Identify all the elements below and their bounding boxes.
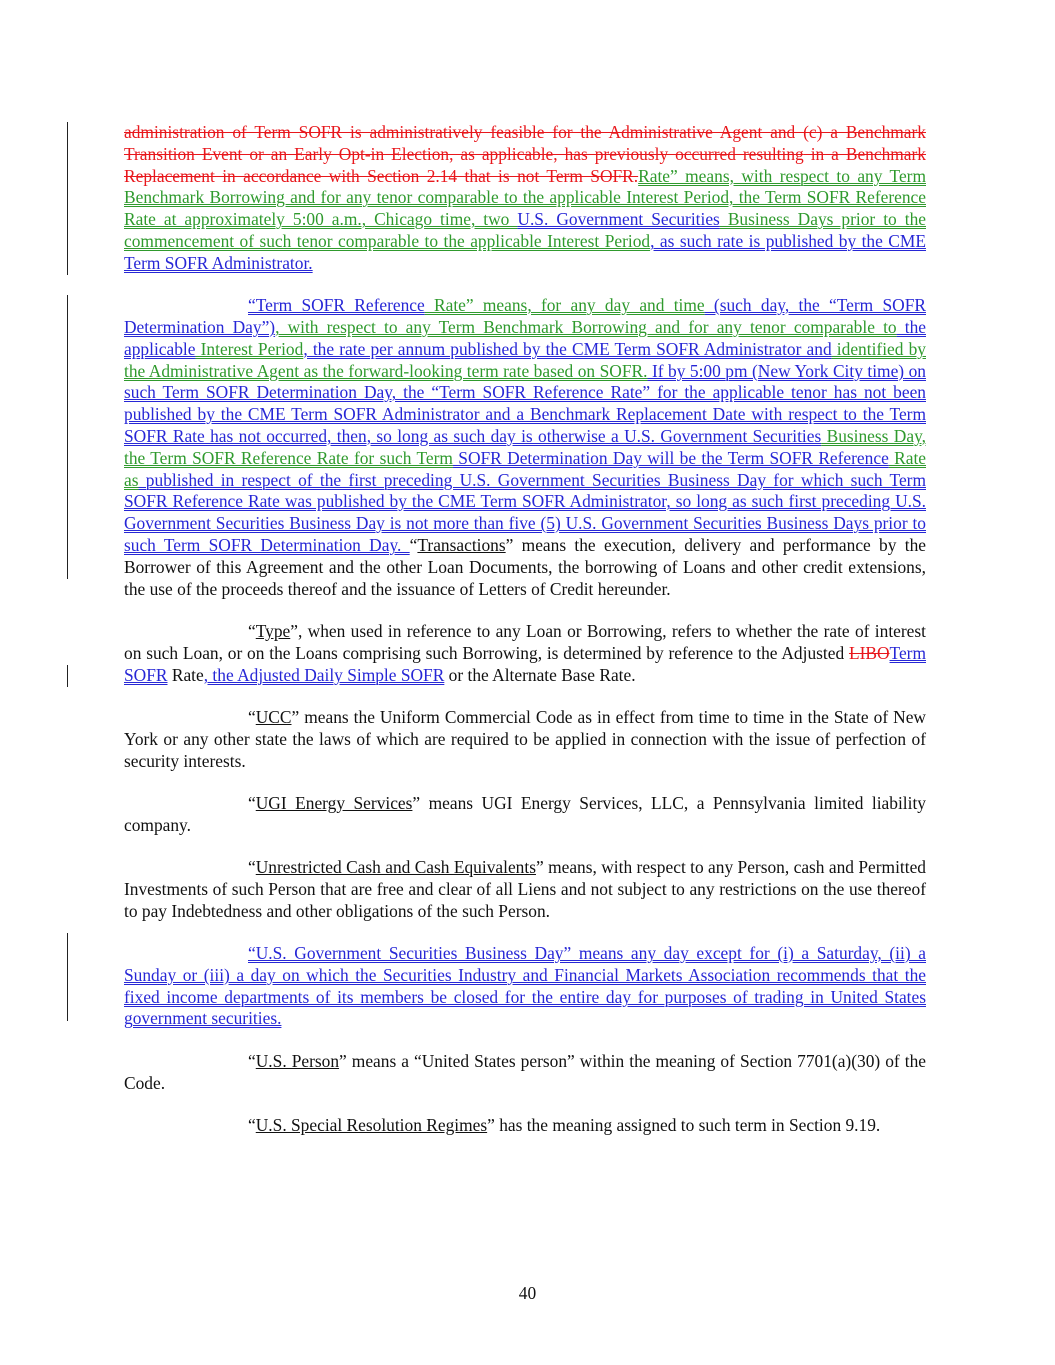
unrestricted-cash-definition: “Unrestricted Cash and Cash Equivalents” means, with respect to any Person, cash and Permitted Investments of such Person that are free and clear of all Liens and not subject to any restrictions on the use thereof to pay Indebtedness and other obligations of the such Person.	[124, 857, 926, 921]
ucc-definition: “UCC” means the Uniform Commercial Code as in effect from time to time in the State of New York or any other state the laws of which are required to be applied in connection with the issue of perfection of security interests.	[124, 706, 926, 771]
definition-text: ” means the execution, delivery and performance by the Borrower of this Agreement and the other Loan Documents, the borrowing of Loans and other credit extensions, the use of the proceeds thereof and the issuance of Letters of Credit hereunder.	[124, 534, 926, 599]
revision-bar	[67, 295, 68, 579]
inserted-text: on such Term SOFR Determination Day, the “Term SOFR Reference Rate” for the applicable tenor has not been published by the CME Term SOFR Administrator and a Benchmark Replacement Date with respect to the Term SOFR Rate has not occurred, then, so long as such day is otherwise a U.S. Government Securities	[124, 360, 926, 446]
page-number: 40	[518, 1283, 537, 1303]
moved-text: Rate” means, with respect to any Term Benchmark Borrowing and for any tenor comparable to the applicable Interest Period, the Term SOFR Reference Rate at approximately 5:00 a.m., Chicago time, two	[124, 165, 926, 230]
revision-bar	[67, 122, 68, 275]
inserted-text: “U.S. Government Securities Business Day” means any day except for (i) a Saturday, (ii) a Sunday or (iii) a day on which the Securities Industry and Financial Markets Association recommends that the fixed income departments of its members be closed for the entire day for purposes of trading in United States government securities.	[124, 943, 926, 1029]
defined-term-type: Type	[255, 620, 291, 641]
type-definition: “Type”, when used in reference to any Loan or Borrowing, refers to whether the rate of interest on such Loan, or on the Loans comprising such Borrowing, is determined by reference to the Adjusted LIBOTerm SOFR Rate, the Adjusted Daily Simple SOFR or the Alternate Base Rate.	[124, 621, 926, 686]
revision-bar	[67, 665, 68, 687]
inserted-text: “Term SOFR Reference	[248, 295, 425, 316]
us-person-definition: “U.S. Person” means a “United States person” within the meaning of Section 7701(a)(30) of the Code.	[124, 1050, 926, 1093]
defined-term-ucc: UCC	[255, 706, 292, 727]
defined-term-us-person: U.S. Person	[255, 1050, 340, 1071]
deleted-text: an Early Opt-in Election, as applicable, has previously occurred resulting	[270, 143, 804, 164]
moved-text: Interest Period	[195, 338, 304, 359]
defined-term-us-special-resolution-regimes: U.S. Special Resolution Regimes	[255, 1115, 488, 1136]
inserted-text: , the Adjusted Daily Simple SOFR	[203, 664, 445, 685]
us-government-securities-business-day-definition	[124, 943, 926, 1030]
quote: “	[409, 534, 418, 555]
moved-text: Business Day, the Term SOFR Reference Rate for such Term	[124, 425, 926, 468]
inserted-text: , as such rate is published by the CME Term SOFR Administrator.	[124, 230, 926, 273]
ugi-energy-services-definition: “UGI Energy Services” means UGI Energy Services, LLC, a Pennsylvania limited liability company.	[124, 792, 926, 835]
inserted-text: (such day, the “Term SOFR Determination Day”)	[124, 295, 926, 337]
definition-text: ” means a “United States person” within the meaning of Section 7701(a)(30) of the Code.	[124, 1050, 926, 1093]
moved-text: Rate as	[124, 447, 927, 490]
us-special-resolution-regimes-definition: “U.S. Special Resolution Regimes” has the meaning assigned to such term in Section 9.19.	[248, 1115, 881, 1136]
inserted-text: published in respect of the first preceding U.S. Government Securities Business Day for which such Term SOFR Reference Rate was published by the CME Term SOFR Administrator, so long as such first preceding U.S. Government Securities Business Day is not more than five (5) U.S. Government Securities Business Days prior to such Term SOFR Determination Day.	[124, 469, 926, 555]
inserted-text: If by 5:00 pm (New York City time)	[647, 360, 905, 381]
definition-text: ”, when used in reference to any Loan or Borrowing, refers to whether the rate of interest on such Loan, or on the Loans comprising such Borrowing, is determined by reference to the Adjusted	[124, 620, 926, 663]
moved-text: , with respect to any Term Benchmark Borrowing and for any tenor comparable to	[275, 316, 897, 337]
defined-term-ugi-energy-services: UGI Energy Services	[255, 792, 413, 813]
revision-bar	[67, 933, 68, 1021]
moved-text: Business Days prior to the commencement of such tenor comparable to the applicable Interest Period	[124, 209, 926, 251]
deleted-text: LIBO	[848, 642, 890, 663]
definition-text: ” means UGI Energy Services, LLC, a Pennsylvania limited liability company.	[124, 792, 926, 835]
term-sofr-reference-rate-definition	[124, 295, 926, 600]
inserted-text: SOFR Determination Day will be the Term SOFR Reference	[452, 447, 889, 468]
deleted-text: administration of Term SOFR is administratively feasible for the Administrative Agent and (c) a Benchmark Transition Event or	[124, 122, 926, 164]
inserted-text: U.S. Government Securities	[517, 209, 720, 230]
moved-text: Rate” means, for any day and time	[424, 295, 705, 316]
inserted-text: , the rate per annum published by the CME Term SOFR Administrator and	[303, 338, 832, 359]
deleted-text: in a Benchmark	[803, 143, 927, 164]
document-body	[124, 122, 926, 1157]
moved-text: identified by the Administrative Agent as the forward-looking term rate based on SOFR.	[124, 338, 926, 381]
defined-term-unrestricted-cash: Unrestricted Cash and Cash Equivalents	[255, 857, 536, 878]
definition-text: ” means the Uniform Commercial Code as in effect from time to time in the State of New York or any other state the laws of which are required to be applied in connection with the issue of perfection of security interests.	[124, 706, 926, 771]
defined-term-transactions: Transactions	[417, 534, 506, 555]
definition-text: ” means, with respect to any Person, cash and Permitted Investments of such Person that are free and clear of all Liens and not subject to any restrictions on the use thereof to pay Indebtedness and other obligations of the such Person.	[124, 857, 926, 921]
deleted-text: Replacement in accordance with Section 2.14 that is not Term SOFR.	[124, 165, 639, 186]
definition-text: ” has the meaning assigned to such term in Section 9.19.	[487, 1115, 881, 1136]
inserted-text: Term SOFR	[124, 642, 926, 685]
term-sofr-definition-continuation	[124, 122, 926, 275]
inserted-text: the applicable	[124, 316, 926, 359]
